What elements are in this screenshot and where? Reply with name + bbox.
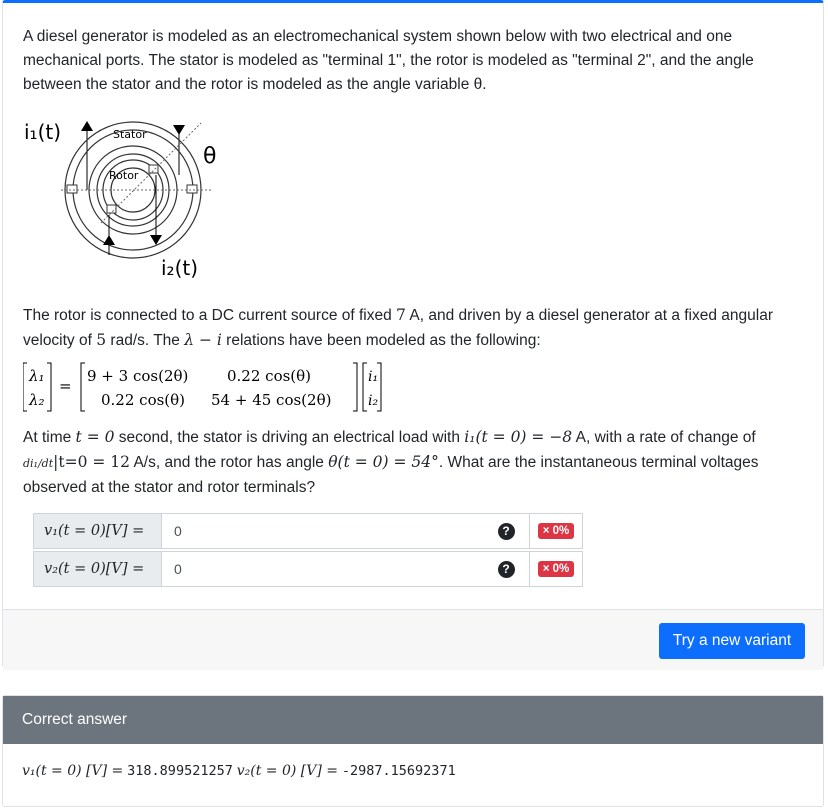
svg-text:λ₂: λ₂ <box>29 391 45 409</box>
help-icon[interactable]: ? <box>498 523 515 540</box>
v1-help[interactable] <box>483 514 529 548</box>
svg-text:=: = <box>59 377 72 395</box>
v2-input[interactable]: 0 <box>161 552 483 586</box>
correct-answer-card <box>2 695 824 807</box>
v2-help[interactable] <box>483 552 529 586</box>
m11: 9 + 3 cos(2θ) <box>87 367 189 385</box>
i1-label: i₁(t) <box>24 120 62 144</box>
v1-score-badge: × 0% <box>538 523 575 539</box>
svg-text:λ₁: λ₁ <box>29 367 45 385</box>
m22: 54 + 45 cos(2θ) <box>211 391 332 409</box>
question-para2: The rotor is connected to a DC current source of fixed 7 A, and driven by a diesel generator at a fixed angular velocity of 5 rad/s. The λ − i relations have been modeled as the following: <box>23 306 773 349</box>
answer-inputs <box>33 513 583 589</box>
correct-answer-header: Correct answer <box>3 696 823 744</box>
v2-label: v₂(t = 0)[V] = <box>44 561 145 577</box>
m12: 0.22 cos(θ) <box>227 367 312 385</box>
correct-answer-body: v₁(t = 0) [V] = 318.899521257 v₂(t = 0) [V] = -2987.15692371 <box>22 763 456 779</box>
card-footer <box>3 609 823 670</box>
v1-correct-value: 318.899521257 <box>127 763 233 779</box>
m21: 0.22 cos(θ) <box>101 391 186 409</box>
svg-text:i₂: i₂ <box>368 393 379 409</box>
try-new-variant-button[interactable]: Try a new variant <box>659 623 805 659</box>
generator-figure <box>21 115 221 285</box>
question-para3: At time t = 0 second, the stator is driving an electrical load with i₁(t = 0) = −8 A, with a rate of change of di₁/dt|t=0 = 12 A/s, and the rotor has angle θ(t = 0) = 54°. What are the instantaneous terminal voltages observed at the stator and rotor terminals? <box>23 428 759 496</box>
lambda-i-matrix <box>23 359 383 415</box>
intro-text: A diesel generator is modeled as an electromechanical system shown below with two electrical and one mechanical ports. The stator is modeled as "terminal 1", the rotor is modeled as "terminal 2", and the angle between the stator and the rotor is modeled as the angle variable θ. <box>23 28 754 93</box>
question-intro <box>23 25 803 97</box>
v2-correct-value: -2987.15692371 <box>341 763 456 779</box>
help-icon[interactable]: ? <box>498 561 515 578</box>
v1-label: v₁(t = 0)[V] = <box>44 523 145 539</box>
answer-row-v1 <box>33 513 583 549</box>
v2-score-badge: × 0% <box>538 561 575 577</box>
i2-label: i₂(t) <box>161 256 199 280</box>
theta-label: θ <box>203 144 217 169</box>
stator-label: Stator <box>113 128 147 141</box>
question-card <box>2 0 824 668</box>
svg-text:i₁: i₁ <box>368 369 379 385</box>
rotor-label: Rotor <box>109 169 139 182</box>
answer-row-v2 <box>33 551 583 587</box>
v1-input[interactable]: 0 <box>161 514 483 548</box>
